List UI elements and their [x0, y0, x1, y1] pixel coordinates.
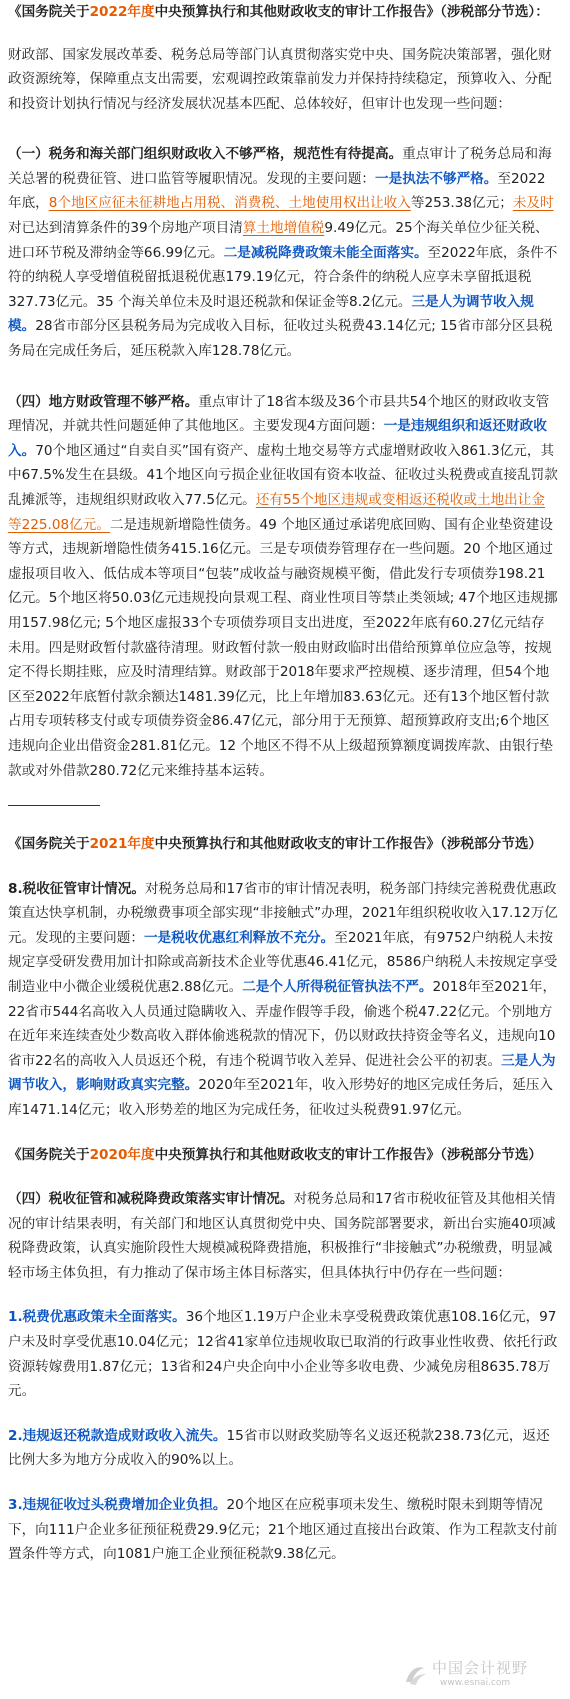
section-divider — [8, 805, 100, 806]
section-text: 二是违规新增隐性债务。49 个地区通过承诺兜底回购、国有企业垫资建设等方式，违规新增隐性债务415.16亿元。三是专项债券管理存在一些问题。20 个地区通过虚报项目收入、低估成本等项目“包装”成收益与融资规模平衡，借此发行专项债券198.21亿元。5个地区将50.03亿元违规投向景观工程、商业性项目等禁止类领域; 47个地区违规挪用157.98亿元; 5个地区虚报33个专项债券项目支出进度，至2022年底有60.27亿元结存未用。四是财政暂付款盛待清理。财政暂付款一般由财政临时出借给预算单位应急等，按规定不得长期挂账，应及时清理结算。财政部于2018年要求严控规模、逐步清理，但54个地区至2022年底暂付款余额达1481.39亿元，比上年增加83.63亿元。还有13个地区暂付款占用专项转移支付或专项债券资金86.47亿元，部分用于无预算、超预算政府支出;6个地区违规向企业出借资金281.81亿元。12 个地区不得不从上级超预算额度调拨库款、由银行垫款或对外借款280.72亿元来维持基本运转。 — [8, 516, 558, 779]
section-text: 等253.38亿元； — [410, 195, 513, 212]
section-text: 至2022年底，条件不符的纳税人享受增值税留抵退税优惠179.19亿元，符合条件的纳税人应享未享留抵退税327.73亿元。35 个海关单位未及时退还税款和保证金等8.2亿元。 — [8, 244, 558, 310]
point-text: 36个地区1.19万户企业未享受税费政策优惠108.16亿元，97户未及时享受优惠10.04亿元；12省41家单位违规收取已取消的行政事业性收费、依托行政资源转嫁费用1.87亿元；13省和24户央企向中小企业等多收电费、少减免房租8635.78万元。 — [8, 1309, 558, 1400]
title-suffix: 中央预算执行和其他财政收支的审计工作报告》（涉税部分节选） — [154, 836, 543, 853]
section-text: 2020年至2021年，收入形势好的地区完成任务后，延压入库1471.14亿元；收入形势差的地区为完成任务，征收过头税费91.97亿元。 — [8, 1077, 553, 1118]
section-text: 2018年至2021年，22省市544名高收入人员通过隐瞒收入、弄虚作假等手段，偷逃个税47.22亿元。个别地方在近年来连续查处少数高收入群体偷逃税款的情况下，仍以财政扶持资金等名义，违规向10省市22名的高收入人员返还个税，有违个税调节收入差异、促进社会公平的初衷。 — [8, 979, 557, 1069]
key-point-1: 一是执法不够严格。 — [375, 170, 498, 187]
key-point-1: 一是税收优惠红利释放不充分。 — [143, 929, 335, 946]
report-2020-point-3 — [8, 1493, 558, 1567]
key-point-3: 三是人为调节收入，影响财政真实完整。 — [8, 1052, 556, 1094]
section-text: 重点审计了税务总局和海关总署的税费征管、进口监管等履职情况。发现的主要问题： — [8, 146, 552, 187]
title-suffix: 中央预算执行和其他财政收支的审计工作报告》（涉税部分节选） — [154, 1146, 543, 1163]
section-text: 9.49亿元。25个海关单位少征关税、进口环节税及滞纳金等66.99亿元。 — [8, 220, 549, 261]
section-heading: （一）税务和海关部门组织财政收入不够严格，规范性有待提高。 — [8, 146, 403, 163]
watermark-url: www.esnai.com — [440, 1678, 511, 1688]
esnai-watermark — [402, 1659, 552, 1693]
highlight-uncollected-taxes: 应征未征耕地占用税、消费税、土地使用权出让收入 — [98, 195, 411, 212]
section-text: 至2021年底，有9752户纳税人未按规定享受研发费用加计扣除或高新技术企业等优惠46.41亿元，8586户纳税人未按规定享受制造业中小微企业缓税优惠2.88亿元。 — [8, 929, 558, 995]
section-text: 对已达到清算条件的39个房地产项目清 — [8, 220, 243, 237]
highlight-8-regions: 8个地区 — [48, 195, 99, 212]
report-2022-intro: 财政部、国家发展改革委、税务总局等部门认真贯彻落实党中央、国务院决策部署，强化财政资源统筹，保障重点支出需要，宏观调控政策靠前发力并保持持续稳定，预算收入、分配和投资计划执行情况与经济发展状况基本匹配、总体较好，但审计也发现一些问题： — [8, 46, 552, 112]
title-prefix: 《国务院关于 — [8, 1146, 90, 1163]
key-point-2: 二是个人所得税征管执法不严。 — [242, 979, 433, 995]
point-heading: 1.税费优惠政策未全面落实。 — [8, 1309, 186, 1326]
highlight-tax-rebates: 还有55个地区违规或变相返还税收或土地出让金等225.08亿元。 — [8, 492, 545, 533]
section-text: 对税务总局和17省市的审计情况表明，税务部门持续完善税费优惠政策直达快享机制，办税缴费事项全部实现“非接触式”办理，2021年组织税收收入17.12万亿元。发现的主要问题： — [8, 880, 558, 946]
section-heading: （四）地方财政管理不够严格。 — [8, 393, 199, 410]
title-prefix: 《国务院关于 — [8, 4, 90, 20]
title-year-highlight: 2020年度 — [89, 1146, 155, 1163]
highlight-not-timely: 未及时 — [512, 195, 554, 212]
point-heading: 3.违规征收过头税费增加企业负担。 — [8, 1497, 227, 1513]
point-heading: 2.违规返还税款造成财政收入流失。 — [8, 1427, 227, 1444]
report-2022-section-4 — [8, 390, 558, 784]
point-text: 20个地区在应税事项未发生、缴税时限未到期等情况下，向111户企业多征预征税费29.9亿元；21个地区通过直接出台政策、作为工程款支付前置条件等方式，向1081户施工企业预征税款9.38亿元。 — [8, 1497, 558, 1563]
report-2020-point-1 — [8, 1305, 558, 1403]
report-2022-section-1 — [8, 142, 558, 363]
report-2022-title — [8, 0, 558, 25]
title-prefix: 《国务院关于 — [8, 836, 90, 853]
section-text: 70个地区通过“自卖自买”国有资产、虚构土地交易等方式虚增财政收入861.3亿元，其中67.5%发生在县级。41个地区向亏损企业征收国有资本收益、征收过头税费或直接乱罚款乱摊派等，违规组织财政收入77.5亿元。 — [8, 442, 558, 508]
report-2020-section-4 — [8, 1187, 558, 1285]
report-2021-section-8 — [8, 877, 558, 1123]
document-body — [8, 0, 558, 1567]
highlight-land-vat: 算土地增值税 — [242, 220, 325, 237]
report-2021-title — [8, 832, 558, 857]
section-heading: （四）税收征管和减税降费政策落实审计情况。 — [8, 1191, 294, 1208]
title-year-highlight: 2022年度 — [89, 4, 155, 20]
key-point-2: 二是减税降费政策未能全面落实。 — [223, 244, 428, 261]
section-text: 重点审计了18省本级及36个市县共54个地区的财政收支管理情况，并就共性问题延伸了其他地区。主要发现4方面问题： — [8, 393, 550, 435]
key-point-1: 一是违规组织和返还财政收入。 — [8, 418, 547, 459]
title-year-highlight: 2021年度 — [89, 836, 155, 853]
section-heading: 8.税收征管审计情况。 — [8, 880, 145, 897]
section-text: 至2022年底， — [8, 170, 546, 212]
key-point-3: 三是人为调节收入规模。 — [8, 293, 534, 335]
section-text: 28省市部分区县税务局为完成收入目标，征收过头税费43.14亿元; 15省市部分区县税务局在完成任务后，延压税款入库128.78亿元。 — [8, 318, 553, 360]
point-text: 15省市以财政奖励等名义返还税款238.73亿元，返还比例大多为地方分成收入的90%以上。 — [8, 1427, 550, 1469]
report-2020-title — [8, 1143, 558, 1168]
esnai-logo-icon — [402, 1662, 428, 1688]
section-text: 对税务总局和17省市税收征管及其他相关情况的审计结果表明，有关部门和地区认真贯彻党中央、国务院部署要求，新出台实施40项减税降费政策，认真实施阶段性大规模减税降费措施，积极推行“非接触式”办税缴费，明显减轻市场主体负担，有力推动了保市场主体目标落实，但具体执行中仍存在一些问题： — [8, 1191, 556, 1281]
watermark-name: 中国会计视野 — [432, 1659, 529, 1677]
title-suffix: 中央预算执行和其他财政收支的审计工作报告》（涉税部分节选）： — [154, 4, 549, 20]
report-2020-point-2 — [8, 1424, 558, 1473]
